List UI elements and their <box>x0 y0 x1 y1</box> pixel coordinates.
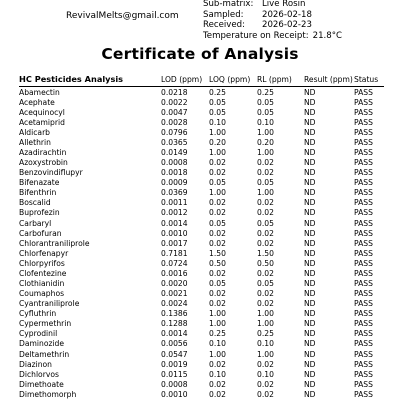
rl-value: 0.02 <box>257 208 274 218</box>
rl-value: 0.05 <box>257 107 274 117</box>
result-value: ND <box>304 107 316 117</box>
status-value: PASS <box>354 137 373 147</box>
rl-value: 0.02 <box>257 268 274 278</box>
loq-value: 0.02 <box>209 228 226 238</box>
result-value: ND <box>304 349 316 359</box>
loq-value: 1.00 <box>209 147 226 157</box>
loq-value: 1.00 <box>209 319 226 329</box>
loq-value: 0.05 <box>209 178 226 188</box>
table-row <box>19 228 384 238</box>
rl-value: 0.02 <box>257 228 274 238</box>
result-value: ND <box>304 168 316 178</box>
table-row <box>19 289 384 299</box>
loq-value: 0.02 <box>209 379 226 389</box>
result-value: ND <box>304 309 316 319</box>
loq-value: 0.02 <box>209 238 226 248</box>
result-value: ND <box>304 178 316 188</box>
rl-value: 0.02 <box>257 289 274 299</box>
table-row <box>19 198 384 208</box>
status-value: PASS <box>354 117 373 127</box>
meta-value: 2026-02-23 <box>262 20 312 31</box>
table-row <box>19 379 384 389</box>
rl-value: 0.10 <box>257 369 274 379</box>
analyte-name: Buprofezin <box>19 208 60 218</box>
lod-value: 0.0008 <box>161 379 188 389</box>
analyte-name: Allethrin <box>19 137 51 147</box>
status-value: PASS <box>354 208 373 218</box>
table-row <box>19 278 384 288</box>
loq-value: 0.02 <box>209 359 226 369</box>
status-value: PASS <box>354 147 373 157</box>
table-row <box>19 147 384 157</box>
rl-value: 0.50 <box>257 258 274 268</box>
table-row <box>19 258 384 268</box>
rl-value: 1.00 <box>257 147 274 157</box>
table-row <box>19 87 384 97</box>
status-value: PASS <box>354 178 373 188</box>
table-row <box>19 309 384 319</box>
result-value: ND <box>304 117 316 127</box>
lod-value: 0.0369 <box>161 188 188 198</box>
analyte-name: Bifenazate <box>19 178 60 188</box>
analyte-name: Chlorfenapyr <box>19 248 69 258</box>
lod-value: 0.0009 <box>161 178 188 188</box>
lod-value: 0.0796 <box>161 127 188 137</box>
result-value: ND <box>304 359 316 369</box>
lod-value: 0.0021 <box>161 289 188 299</box>
lod-value: 0.0365 <box>161 137 188 147</box>
table-header <box>19 75 384 86</box>
rl-value: 0.02 <box>257 158 274 168</box>
lod-value: 0.0218 <box>161 87 188 97</box>
rl-value: 1.00 <box>257 349 274 359</box>
analyte-name: Cyprodinil <box>19 329 58 339</box>
loq-value: 0.02 <box>209 198 226 208</box>
result-value: ND <box>304 339 316 349</box>
status-value: PASS <box>354 289 373 299</box>
analyte-name: Clothianidin <box>19 278 65 288</box>
loq-value: 0.20 <box>209 137 226 147</box>
analyte-name: Coumaphos <box>19 289 65 299</box>
analyte-name: Bifenthrin <box>19 188 57 198</box>
table-row <box>19 369 384 379</box>
table-row <box>19 97 384 107</box>
table-row <box>19 117 384 127</box>
loq-value: 1.50 <box>209 248 226 258</box>
rl-value: 0.10 <box>257 339 274 349</box>
status-value: PASS <box>354 369 373 379</box>
header-rl: RL (ppm) <box>257 75 292 84</box>
result-value: ND <box>304 319 316 329</box>
status-value: PASS <box>354 379 373 389</box>
status-value: PASS <box>354 87 373 97</box>
status-value: PASS <box>354 107 373 117</box>
loq-value: 0.05 <box>209 218 226 228</box>
loq-value: 0.10 <box>209 117 226 127</box>
status-value: PASS <box>354 349 373 359</box>
table-body <box>19 87 384 399</box>
status-value: PASS <box>354 268 373 278</box>
result-value: ND <box>304 389 316 399</box>
analyte-name: Cyfluthrin <box>19 309 57 319</box>
rl-value: 0.05 <box>257 97 274 107</box>
rl-value: 0.05 <box>257 278 274 288</box>
lod-value: 0.0020 <box>161 278 188 288</box>
result-value: ND <box>304 208 316 218</box>
status-value: PASS <box>354 198 373 208</box>
analyte-name: Diazinon <box>19 359 52 369</box>
loq-value: 0.05 <box>209 107 226 117</box>
table-row <box>19 127 384 137</box>
loq-value: 0.50 <box>209 258 226 268</box>
lod-value: 0.0010 <box>161 228 188 238</box>
lod-value: 0.0017 <box>161 238 188 248</box>
loq-value: 0.02 <box>209 299 226 309</box>
loq-value: 0.25 <box>209 329 226 339</box>
analyte-name: Acetamiprid <box>19 117 65 127</box>
analyte-name: Carbaryl <box>19 218 52 228</box>
analyte-name: Carbofuran <box>19 228 62 238</box>
analyte-name: Boscalid <box>19 198 51 208</box>
rl-value: 1.00 <box>257 319 274 329</box>
table-row <box>19 329 384 339</box>
rl-value: 0.02 <box>257 198 274 208</box>
rl-value: 0.02 <box>257 238 274 248</box>
header-status: Status <box>354 75 379 84</box>
pesticides-table <box>19 75 384 399</box>
page-title: Certificate of Analysis <box>101 45 299 63</box>
meta-temperature <box>203 31 342 42</box>
result-value: ND <box>304 137 316 147</box>
analyte-name: Chlorpyrifos <box>19 258 65 268</box>
result-value: ND <box>304 238 316 248</box>
rl-value: 0.05 <box>257 218 274 228</box>
analyte-name: Azoxystrobin <box>19 158 68 168</box>
lod-value: 0.0047 <box>161 107 188 117</box>
lod-value: 0.0149 <box>161 147 188 157</box>
status-value: PASS <box>354 158 373 168</box>
analyte-name: Deltamethrin <box>19 349 70 359</box>
analyte-name: Clofentezine <box>19 268 67 278</box>
lod-value: 0.1386 <box>161 309 188 319</box>
result-value: ND <box>304 379 316 389</box>
lod-value: 0.0724 <box>161 258 188 268</box>
lod-value: 0.0008 <box>161 158 188 168</box>
sample-meta <box>203 0 342 41</box>
table-row <box>19 107 384 117</box>
meta-received <box>203 20 342 31</box>
loq-value: 0.25 <box>209 87 226 97</box>
loq-value: 0.10 <box>209 369 226 379</box>
table-row <box>19 238 384 248</box>
status-value: PASS <box>354 359 373 369</box>
result-value: ND <box>304 87 316 97</box>
rl-value: 1.50 <box>257 248 274 258</box>
lod-value: 0.0022 <box>161 97 188 107</box>
meta-label: Temperature on Receipt: <box>203 30 309 41</box>
result-value: ND <box>304 369 316 379</box>
status-value: PASS <box>354 299 373 309</box>
rl-value: 1.00 <box>257 127 274 137</box>
client-email: RevivalMelts@gmail.com <box>66 11 179 21</box>
lod-value: 0.0018 <box>161 168 188 178</box>
result-value: ND <box>304 218 316 228</box>
analyte-name: Benzovindiflupyr <box>19 168 83 178</box>
header-analysis: HC Pesticides Analysis <box>19 74 124 84</box>
rl-value: 0.02 <box>257 389 274 399</box>
status-value: PASS <box>354 329 373 339</box>
status-value: PASS <box>354 168 373 178</box>
meta-value: Live Rosin <box>262 0 306 9</box>
header-lod: LOD (ppm) <box>161 75 203 84</box>
status-value: PASS <box>354 278 373 288</box>
meta-submatrix <box>203 0 342 10</box>
status-value: PASS <box>354 127 373 137</box>
status-value: PASS <box>354 319 373 329</box>
lod-value: 0.0014 <box>161 329 188 339</box>
lod-value: 0.0019 <box>161 359 188 369</box>
rl-value: 1.00 <box>257 188 274 198</box>
loq-value: 0.05 <box>209 97 226 107</box>
status-value: PASS <box>354 228 373 238</box>
lod-value: 0.0056 <box>161 339 188 349</box>
result-value: ND <box>304 329 316 339</box>
loq-value: 0.05 <box>209 278 226 288</box>
loq-value: 1.00 <box>209 188 226 198</box>
table-row <box>19 248 384 258</box>
table-row <box>19 218 384 228</box>
result-value: ND <box>304 268 316 278</box>
rl-value: 0.02 <box>257 168 274 178</box>
rl-value: 0.02 <box>257 359 274 369</box>
status-value: PASS <box>354 309 373 319</box>
table-row <box>19 319 384 329</box>
rl-value: 0.02 <box>257 299 274 309</box>
result-value: ND <box>304 198 316 208</box>
result-value: ND <box>304 97 316 107</box>
lod-value: 0.0012 <box>161 208 188 218</box>
status-value: PASS <box>354 258 373 268</box>
table-row <box>19 359 384 369</box>
status-value: PASS <box>354 218 373 228</box>
result-value: ND <box>304 278 316 288</box>
rl-value: 0.20 <box>257 137 274 147</box>
analyte-name: Chlorantraniliprole <box>19 238 90 248</box>
meta-label: Received: <box>203 20 245 31</box>
lod-value: 0.1288 <box>161 319 188 329</box>
lod-value: 0.0010 <box>161 389 188 399</box>
header-result: Result (ppm) <box>304 75 353 84</box>
analyte-name: Aldicarb <box>19 127 51 137</box>
status-value: PASS <box>354 389 373 399</box>
lod-value: 0.0016 <box>161 268 188 278</box>
loq-value: 0.02 <box>209 289 226 299</box>
analyte-name: Cypermethrin <box>19 319 72 329</box>
table-row <box>19 339 384 349</box>
meta-label: Sampled: <box>203 9 244 20</box>
loq-value: 1.00 <box>209 309 226 319</box>
meta-value: 21.8°C <box>312 30 343 41</box>
status-value: PASS <box>354 188 373 198</box>
analyte-name: Abamectin <box>19 87 60 97</box>
result-value: ND <box>304 127 316 137</box>
meta-label: Sub-matrix: <box>203 0 254 9</box>
status-value: PASS <box>354 339 373 349</box>
rl-value: 0.25 <box>257 329 274 339</box>
meta-sampled <box>203 10 342 21</box>
result-value: ND <box>304 228 316 238</box>
lod-value: 0.0024 <box>161 299 188 309</box>
rl-value: 0.10 <box>257 117 274 127</box>
result-value: ND <box>304 147 316 157</box>
lod-value: 0.0014 <box>161 218 188 228</box>
status-value: PASS <box>354 248 373 258</box>
lod-value: 0.7181 <box>161 248 188 258</box>
rl-value: 0.05 <box>257 178 274 188</box>
analyte-name: Cyantraniliprole <box>19 299 80 309</box>
result-value: ND <box>304 248 316 258</box>
analyte-name: Acequinocyl <box>19 107 65 117</box>
rl-value: 1.00 <box>257 309 274 319</box>
loq-value: 0.02 <box>209 208 226 218</box>
result-value: ND <box>304 158 316 168</box>
analyte-name: Acephate <box>19 97 55 107</box>
table-row <box>19 137 384 147</box>
table-row <box>19 268 384 278</box>
result-value: ND <box>304 289 316 299</box>
analyte-name: Dimethomorph <box>19 389 77 399</box>
rl-value: 0.02 <box>257 379 274 389</box>
analyte-name: Dichlorvos <box>19 369 59 379</box>
analyte-name: Dimethoate <box>19 379 64 389</box>
table-row <box>19 178 384 188</box>
loq-value: 0.02 <box>209 158 226 168</box>
table-row <box>19 168 384 178</box>
loq-value: 0.02 <box>209 389 226 399</box>
loq-value: 1.00 <box>209 349 226 359</box>
table-row <box>19 158 384 168</box>
status-value: PASS <box>354 97 373 107</box>
analyte-name: Azadirachtin <box>19 147 67 157</box>
lod-value: 0.0028 <box>161 117 188 127</box>
loq-value: 0.02 <box>209 168 226 178</box>
loq-value: 0.10 <box>209 339 226 349</box>
status-value: PASS <box>354 238 373 248</box>
meta-value: 2026-02-18 <box>262 9 312 20</box>
table-row <box>19 188 384 198</box>
table-row <box>19 208 384 218</box>
lod-value: 0.0011 <box>161 198 188 208</box>
lod-value: 0.0115 <box>161 369 188 379</box>
result-value: ND <box>304 299 316 309</box>
table-row <box>19 389 384 399</box>
header-loq: LOQ (ppm) <box>209 75 251 84</box>
rl-value: 0.25 <box>257 87 274 97</box>
table-row <box>19 349 384 359</box>
result-value: ND <box>304 188 316 198</box>
loq-value: 1.00 <box>209 127 226 137</box>
result-value: ND <box>304 258 316 268</box>
loq-value: 0.02 <box>209 268 226 278</box>
analyte-name: Daminozide <box>19 339 65 349</box>
lod-value: 0.0547 <box>161 349 188 359</box>
table-row <box>19 299 384 309</box>
